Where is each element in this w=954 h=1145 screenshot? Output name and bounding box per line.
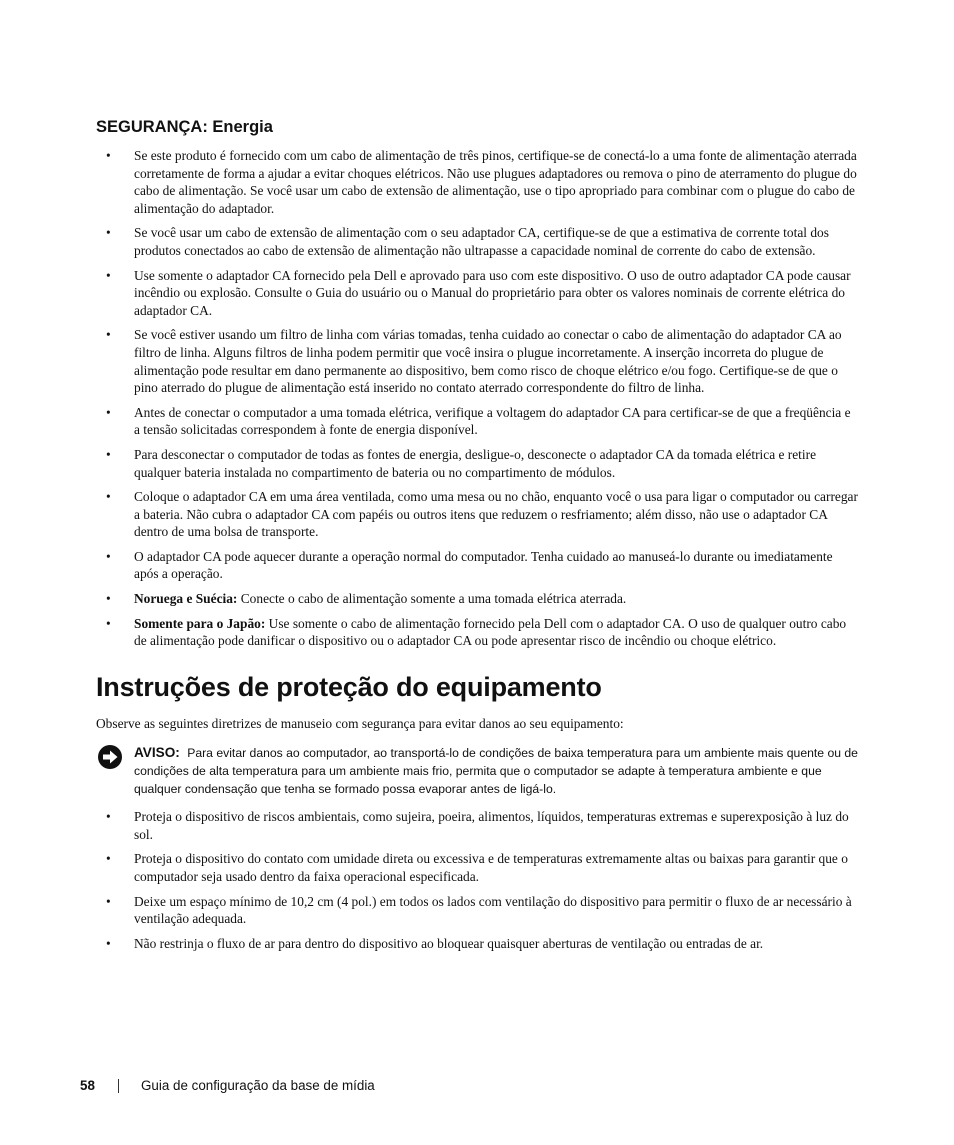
list-item-text: Use somente o cabo de alimentação fornecido pela Dell com o adaptador CA. O uso de qualquer outro cabo de alimentação pode danificar o dispositivo ou o adaptador CA ou pode apresentar risco de incêndio ou choque elétrico. <box>134 615 847 649</box>
bullet-icon: • <box>106 935 111 951</box>
equipment-protection-list <box>96 808 858 952</box>
list-item-text: Antes de conectar o computador a uma tomada elétrica, verifique a voltagem do adaptador CA para certificar-se de que a freqüência e a tensão solicitadas correspondem à fonte de energia disponível. <box>134 404 851 438</box>
list-item <box>96 488 858 541</box>
list-item-text: Para desconectar o computador de todas as fontes de energia, desligue-o, desconecte o adaptador CA da tomada elétrica e retire qualquer bateria instalada no compartimento de bateria ou no compartimento de módulos. <box>134 446 817 480</box>
list-item-text: Proteja o dispositivo de riscos ambientais, como sujeira, poeira, alimentos, líquidos, temperaturas extremas e superexposição à luz do sol. <box>134 809 849 842</box>
list-item <box>96 893 858 928</box>
bullet-icon: • <box>106 404 111 420</box>
page-number: 58 <box>80 1078 95 1093</box>
list-item <box>96 224 858 259</box>
list-item-text: Coloque o adaptador CA em uma área ventilada, como uma mesa ou no chão, enquanto você o usa para ligar o computador ou carregar a bateria. Não cubra o adaptador CA com papéis ou outros itens que reduzem o resfriamento; além disso, não use o adaptador CA dentro de uma bolsa de transporte. <box>134 489 858 540</box>
bullet-icon: • <box>106 148 111 163</box>
bullet-icon: • <box>106 225 111 241</box>
bullet-icon: • <box>106 851 111 867</box>
footer-divider <box>118 1079 119 1093</box>
power-safety-list <box>96 147 858 650</box>
list-item-text: Se você estiver usando um filtro de linha com várias tomadas, tenha cuidado ao conectar o cabo de alimentação do adaptador CA ao filtro de linha. Alguns filtros de linha podem permitir que você insira o plugue incorretamente. A inserção incorreta do plugue de alimentação pode resultar em dano permanente ao dispositivo, bem como risco de choque elétrico e/ou fogo. Certifique-se de que o pino aterrado do plugue de alimentação está inserido no contato aterrado correspondente do filtro de linha. <box>134 327 842 396</box>
list-item <box>96 147 858 217</box>
page-content <box>96 118 858 959</box>
list-item-text: Proteja o dispositivo do contato com umidade direta ou excessiva e de temperaturas extremamente altas ou baixas para garantir que o computador seja usado dentro da faixa operacional especificada. <box>134 851 848 884</box>
list-item <box>96 850 858 885</box>
list-item <box>96 590 858 608</box>
bullet-icon: • <box>106 548 111 564</box>
list-item-text: O adaptador CA pode aquecer durante a operação normal do computador. Tenha cuidado ao manuseá-lo durante ou imediatamente após a operação. <box>134 548 833 582</box>
list-item-text: Conecte o cabo de alimentação somente a uma tomada elétrica aterrada. <box>240 591 627 607</box>
bullet-icon: • <box>106 446 111 462</box>
list-item <box>96 446 858 481</box>
bullet-icon: • <box>106 327 111 343</box>
list-item <box>96 267 858 320</box>
footer-title: Guia de configuração da base de mídia <box>141 1078 375 1093</box>
list-item <box>96 404 858 439</box>
section-heading-power-safety: SEGURANÇA: Energia <box>96 118 273 136</box>
bullet-icon: • <box>106 615 111 631</box>
notice-arrow-icon <box>97 744 123 770</box>
intro-paragraph: Observe as seguintes diretrizes de manuseio com segurança para evitar danos ao seu equipamento: <box>96 715 624 731</box>
list-item-text: Deixe um espaço mínimo de 10,2 cm (4 pol.) em todos os lados com ventilação do dispositivo para permitir o fluxo de ar necessário à ventilação adequada. <box>134 893 852 927</box>
list-item <box>96 326 858 396</box>
list-item-text: Se este produto é fornecido com um cabo de alimentação de três pinos, certifique-se de conectá-lo a uma fonte de alimentação aterrada corretamente de forma a ajudar a evitar choques elétricos. Não use plugues adaptadores ou remova o pino de aterramento do plugue do cabo de alimentação. Se você usar um cabo de extensão de alimentação, use o tipo apropriado para combinar com o plugue do cabo de alimentação do adaptador. <box>134 148 857 216</box>
list-item-text: Não restrinja o fluxo de ar para dentro do dispositivo ao bloquear quaisquer aberturas de ventilação ou entradas de ar. <box>134 935 764 951</box>
bullet-icon: • <box>106 267 111 283</box>
list-item <box>96 808 858 843</box>
list-item <box>96 615 858 650</box>
list-item-text: Se você usar um cabo de extensão de alimentação com o seu adaptador CA, certifique-se de que a estimativa de corrente total dos produtos conectados ao cabo de extensão de alimentação não ultrapasse a capacidade nominal de corrente do cabo de extensão. <box>134 225 829 258</box>
list-item-lead: Somente para o Japão: <box>134 615 266 631</box>
notice-label: AVISO: <box>134 745 180 761</box>
bullet-icon: • <box>106 893 111 909</box>
bullet-icon: • <box>106 489 111 505</box>
notice-box <box>96 744 858 798</box>
list-item <box>96 935 858 953</box>
bullet-icon: • <box>106 591 111 607</box>
bullet-icon: • <box>106 809 111 825</box>
list-item-text: Use somente o adaptador CA fornecido pela Dell e aprovado para uso com este dispositivo. O uso de outro adaptador CA pode causar incêndio ou explosão. Consulte o Guia do usuário ou o Manual do proprietário para obter os valores nominais de corrente elétrica do adaptador CA. <box>134 267 851 318</box>
page-footer <box>80 1078 375 1093</box>
list-item <box>96 548 858 583</box>
notice-text: Para evitar danos ao computador, ao transportá-lo de condições de baixa temperatura para um ambiente mais quente ou de condições de alta temperatura para um ambiente mais frio, permita que o computador se adapte à temperatura ambiente e que qualquer condensação que tenha se formado possa evaporar antes de ligá-lo. <box>134 746 858 796</box>
page-title: Instruções de proteção do equipamento <box>96 671 602 702</box>
list-item-lead: Noruega e Suécia: <box>134 591 238 607</box>
